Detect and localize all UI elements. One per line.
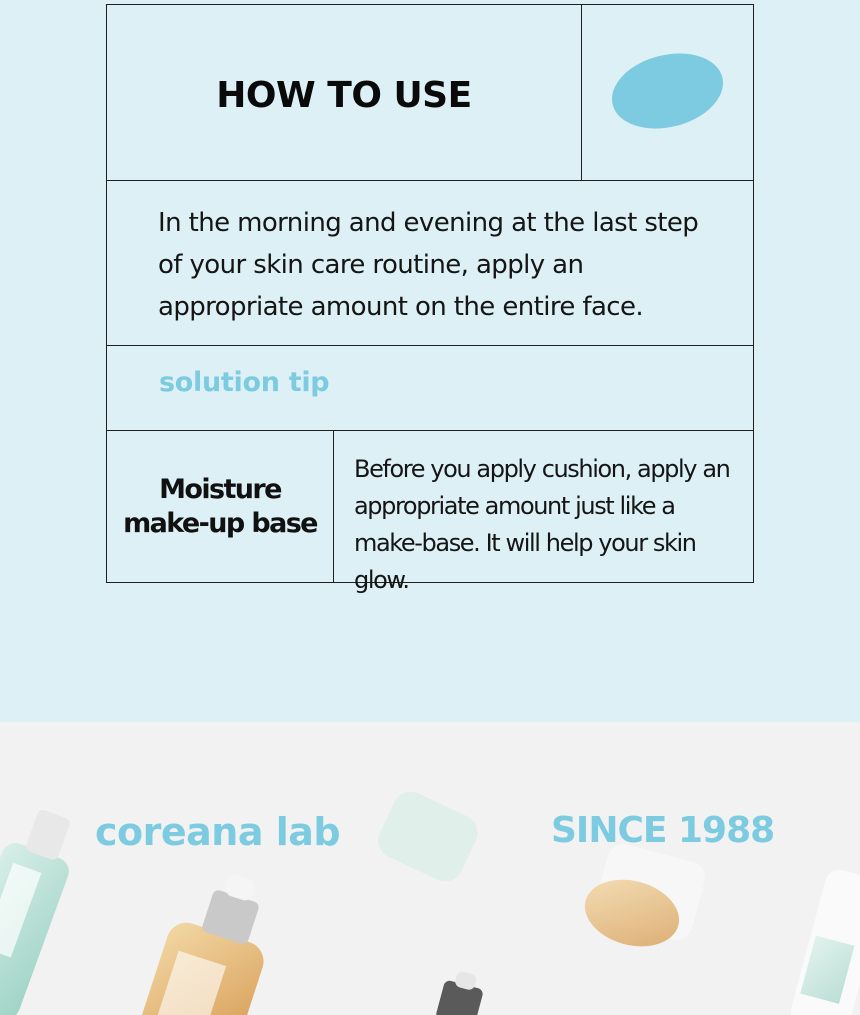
how-to-use-title: HOW TO USE [216, 75, 472, 116]
decor-cell [581, 5, 754, 180]
blue-oval-graphic [604, 42, 731, 139]
tip-name-line1: Moisture [159, 473, 281, 505]
since-year: SINCE 1988 [551, 810, 775, 851]
solution-tip-label: solution tip [159, 367, 330, 398]
table-divider [107, 345, 753, 346]
table-divider [107, 180, 753, 181]
brand-banner [0, 722, 860, 1015]
brand-name: coreana lab [95, 810, 341, 854]
tip-name-line2: make-up base [123, 507, 317, 539]
tip-description: Before you apply cushion, apply an appropriate amount just like a make-base. It will help your skin glow. [354, 455, 730, 594]
usage-instructions: In the morning and evening at the last step of your skin care routine, apply an appropriate amount on the entire face. [158, 208, 699, 322]
table-divider [333, 430, 334, 583]
product-bottles-photo [0, 722, 860, 1015]
how-to-use-table [106, 4, 754, 594]
tip-product-name [107, 430, 333, 583]
